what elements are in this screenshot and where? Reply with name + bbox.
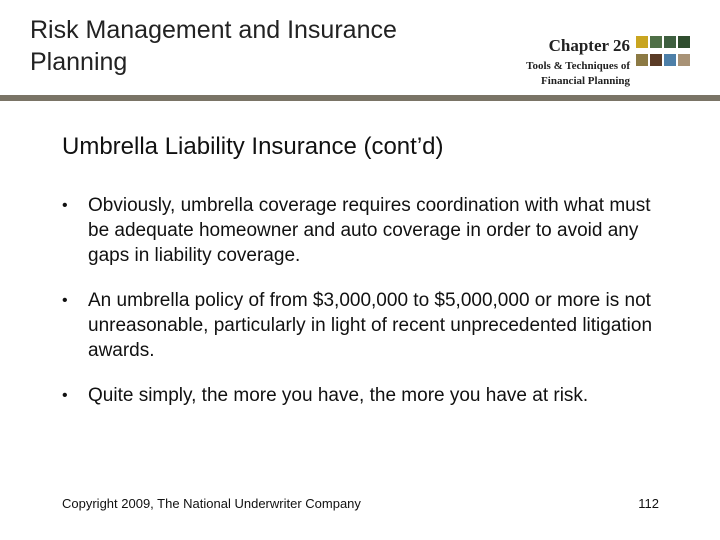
chapter-block	[526, 36, 630, 89]
decor-square-4	[678, 36, 690, 48]
decor-square-3	[664, 36, 676, 48]
presentation-title: Risk Management and Insurance Planning	[30, 16, 397, 76]
decor-square-2	[650, 36, 662, 48]
bullet-text: Quite simply, the more you have, the more you have at risk.	[88, 385, 589, 406]
decor-square-8	[678, 54, 690, 66]
bullet-item	[62, 383, 662, 408]
slide-heading: Umbrella Liability Insurance (cont’d)	[62, 133, 444, 160]
page-number: 112	[638, 496, 659, 511]
bullet-text: Obviously, umbrella coverage requires coordination with what must be adequate homeowner and auto coverage in order to avoid any gaps in liability coverage.	[88, 195, 651, 266]
decor-square-7	[664, 54, 676, 66]
copyright-notice: Copyright 2009, The National Underwriter Company	[62, 496, 361, 511]
bullet-item	[62, 193, 662, 268]
decorative-squares	[636, 36, 692, 70]
bullet-item	[62, 288, 662, 363]
header-divider-bar	[0, 95, 720, 101]
decor-square-1	[636, 36, 648, 48]
decor-square-5	[636, 54, 648, 66]
decor-square-6	[650, 54, 662, 66]
bullet-marker: •	[62, 387, 68, 404]
bullet-text: An umbrella policy of from $3,000,000 to $5,000,000 or more is not unreasonable, particularly in light of recent unprecedented litigation awards.	[88, 290, 653, 361]
chapter-title: Chapter 26	[548, 36, 630, 55]
chapter-subtitle: Tools & Techniques of Financial Planning	[526, 60, 630, 87]
bullet-marker: •	[62, 292, 68, 309]
bullet-marker: •	[62, 197, 68, 214]
bullet-list	[62, 193, 662, 428]
